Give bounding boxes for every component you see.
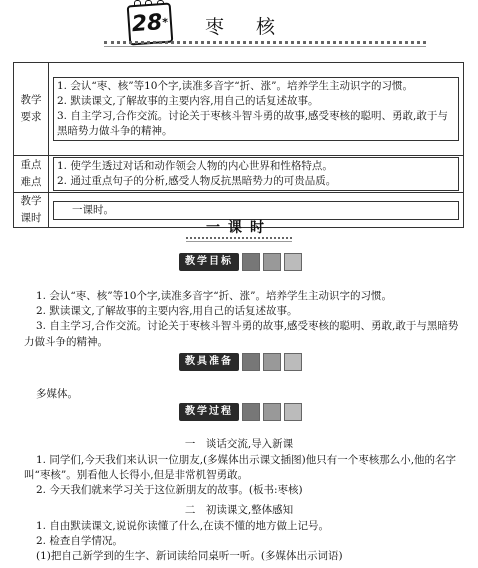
tools-tag: 教具准备 [179,353,239,371]
process-tag-bar [179,403,302,421]
lesson-number-badge [127,3,174,46]
row-label-text: 教学 要求 [20,94,42,123]
lesson-header [0,0,478,56]
goal-item: 1. 会认“枣、核”等10个字,读准多音字“折、涨”。培养学生主动识字的习惯。 [36,290,393,302]
decor-square [242,353,260,371]
title-divider-sub [104,46,426,47]
decor-square [284,353,302,371]
lesson-title: 枣核 [205,16,308,38]
goals-list [24,289,464,350]
row-content-requirements [49,63,464,156]
process-item: (1)把自己新学到的生字、新词读给同桌听一听。(多媒体出示词语) [36,550,343,563]
process-part2-list [24,519,464,565]
row-label-text: 教学 课时 [20,195,42,225]
process-item: 2. 检查自学情况。 [36,535,123,548]
period-item: 一课时。 [72,203,114,216]
row-content-keypoints [49,156,464,193]
requirement-item: 1. 会认“枣、核”等10个字,读准多音字“折、涨”。培养学生主动识字的习惯。 [57,79,414,92]
lesson-info-table [13,62,464,228]
decor-square [263,253,281,271]
row-label-periods [14,193,49,228]
decor-square [284,403,302,421]
decor-square [284,253,302,271]
section-divider [186,237,292,239]
goal-item: 3. 自主学习,合作交流。讨论关于枣核斗智斗勇的故事,感受枣核的聪明、勇敢,敢于与黑暗势力做斗争的精神。 [24,320,459,348]
tools-text: 多媒体。 [36,388,78,400]
decor-square [263,353,281,371]
section-heading: 一课时 [206,220,272,236]
decor-square [242,403,260,421]
section-divider-sub [186,241,292,242]
tools-text-block [24,387,464,402]
row-label-text: 重点 难点 [20,159,42,189]
decor-square [242,253,260,271]
process-tag: 教学过程 [179,403,239,421]
goal-item: 2. 默读课文,了解故事的主要内容,用自己的话复述故事。 [36,305,298,318]
row-content-box [53,77,459,142]
row-content-box [53,157,459,191]
process-part2-title: 二 初读课文,整体感知 [184,504,294,516]
row-label-keypoints [14,156,49,193]
process-part1-title: 一 谈话交流,导入新课 [184,438,294,450]
tools-tag-bar [179,353,302,371]
title-divider [104,41,426,44]
table-row [14,63,464,156]
requirement-item: 2. 默读课文,了解故事的主要内容,用自己的话复述故事。 [57,94,319,107]
process-item: 1. 自由默读课文,说说你读懂了什么,在读不懂的地方做上记号。 [36,520,330,532]
keypoint-item: 1. 使学生透过对话和动作领会人物的内心世界和性格特点。 [57,160,333,172]
goals-tag: 教学目标 [179,253,239,271]
row-content-box [53,201,459,220]
row-label-requirements [14,63,49,156]
lesson-number: 28 [130,10,164,38]
keypoint-item: 2. 通过重点句子的分析,感受人物反抗黑暗势力的可贵品质。 [57,175,337,188]
process-part1-list [24,453,464,499]
goals-tag-bar [179,253,302,271]
decor-square [263,403,281,421]
process-item: 2. 今天我们就来学习关于这位新朋友的故事。(板书:枣核) [36,484,303,497]
table-row [14,156,464,193]
requirement-item: 3. 自主学习,合作交流。讨论关于枣核斗智斗勇的故事,感受枣核的聪明、勇敢,敢于与黑暗势力做斗争的精神。 [57,110,448,138]
lesson-number-mark: * [161,15,169,30]
process-item: 1. 同学们,今天我们来认识一位朋友,(多媒体出示课文插图)他只有一个枣核那么小,他的名字叫“枣核”。别看他人长得小,但是非常机智勇敢。 [24,454,457,482]
